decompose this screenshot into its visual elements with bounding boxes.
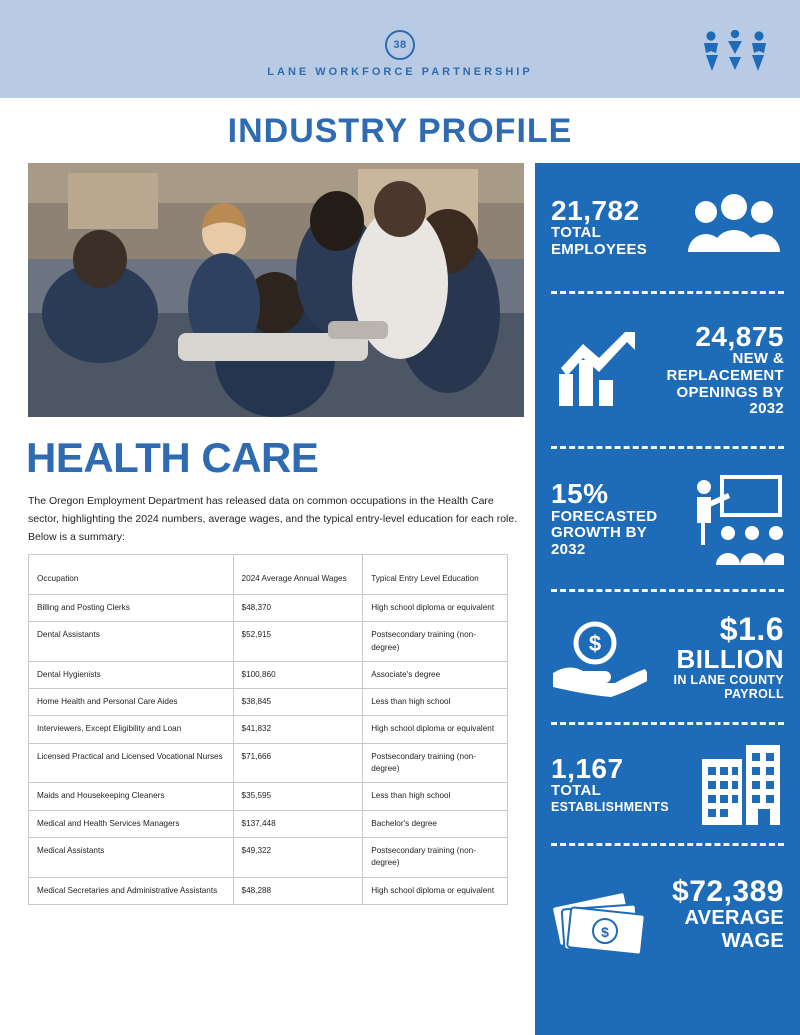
cell-occupation: Licensed Practical and Licensed Vocational Nurses (29, 743, 234, 783)
stat-payroll (535, 592, 800, 722)
stat-value: 15% (551, 478, 609, 510)
cell-wage: $35,595 (233, 783, 363, 810)
table-row (29, 716, 508, 743)
table-row (29, 661, 508, 688)
cell-wage: $41,832 (233, 716, 363, 743)
sector-intro-text: The Oregon Employment Department has released data on common occupations in the Health Care sector, highlighting the 2024 numbers, average wages, and the typical entry-level education for each role. Below is a summary: (28, 495, 518, 544)
cell-education: High school diploma or equivalent (363, 595, 508, 622)
cell-wage: $71,666 (233, 743, 363, 783)
sector-photo (28, 163, 524, 417)
cell-occupation: Dental Assistants (29, 622, 234, 662)
page-title: INDUSTRY PROFILE (227, 112, 573, 150)
stat-label-line1: NEW & (732, 350, 784, 368)
table-row (29, 622, 508, 662)
table-row (29, 783, 508, 810)
cell-education: High school diploma or equivalent (363, 877, 508, 904)
stack-of-cash-icon (551, 871, 657, 957)
stat-label-line1: TOTAL (551, 223, 602, 241)
table-row (29, 837, 508, 877)
stat-label-line2: GROWTH BY (551, 524, 648, 542)
stat-forecasted-growth (535, 449, 800, 589)
cell-wage: $100,860 (233, 661, 363, 688)
statistics-sidebar (535, 163, 800, 1035)
table-row (29, 689, 508, 716)
cell-occupation: Maids and Housekeeping Cleaners (29, 783, 234, 810)
stat-label-line1: BILLION (676, 644, 784, 675)
classroom-instructor-icon (684, 473, 784, 565)
sector-title: HEALTH CARE (26, 434, 319, 481)
column-header-education: Typical Entry Level Education (363, 555, 508, 595)
stat-average-wage (535, 846, 800, 982)
stat-label-line4: 2032 (749, 400, 784, 418)
svg-text:$: $ (588, 631, 602, 656)
cell-education: Bachelor's degree (363, 810, 508, 837)
table-row (29, 877, 508, 904)
cell-occupation: Home Health and Personal Care Aides (29, 689, 234, 716)
stat-label-line2: WAGE (721, 929, 784, 952)
stat-new-replacement-openings (535, 294, 800, 446)
lane-workforce-partnership-logo-icon (702, 30, 768, 72)
cell-wage: $48,288 (233, 877, 363, 904)
cell-occupation: Interviewers, Except Eligibility and Loan (29, 716, 234, 743)
cell-education: Associate's degree (363, 661, 508, 688)
stat-value: 1,167 (551, 752, 624, 784)
organization-name: LANE WORKFORCE PARTNERSHIP (267, 66, 533, 78)
stat-value: $72,389 (672, 874, 784, 908)
cell-education: Postsecondary training (non-degree) (363, 743, 508, 783)
table-row (29, 595, 508, 622)
table-header-row (29, 555, 508, 595)
cell-occupation: Medical Secretaries and Administrative Assistants (29, 877, 234, 904)
occupations-table (28, 554, 508, 905)
column-header-occupation: Occupation (29, 555, 234, 595)
cell-education: Postsecondary training (non-degree) (363, 622, 508, 662)
column-header-wages: 2024 Average Annual Wages (233, 555, 363, 595)
cell-occupation: Medical and Health Services Managers (29, 810, 234, 837)
stat-label-line3: 2032 (551, 541, 586, 559)
svg-text:$: $ (601, 924, 609, 940)
cell-wage: $48,370 (233, 595, 363, 622)
stat-label-line2: EMPLOYEES (551, 240, 648, 258)
stat-label-line3: PAYROLL (724, 687, 784, 702)
stat-value: 24,875 (695, 320, 784, 352)
cell-education: Less than high school (363, 689, 508, 716)
cell-wage: $49,322 (233, 837, 363, 877)
table-row (29, 810, 508, 837)
stat-label-line1: AVERAGE (684, 907, 784, 930)
cell-wage: $137,448 (233, 810, 363, 837)
page-header-band (0, 0, 800, 98)
cell-occupation: Billing and Posting Clerks (29, 595, 234, 622)
stat-label-line2: IN LANE COUNTY (673, 673, 784, 688)
cell-education: High school diploma or equivalent (363, 716, 508, 743)
stat-label-line1: FORECASTED (551, 507, 658, 525)
cell-education: Postsecondary training (non-degree) (363, 837, 508, 877)
stat-total-establishments (535, 725, 800, 843)
stat-label-line2: REPLACEMENT (666, 366, 784, 384)
growth-arrow-chart-icon (551, 324, 643, 416)
stat-value: $1.6 (719, 610, 784, 647)
stat-label-line1: TOTAL (551, 782, 602, 800)
cell-occupation: Medical Assistants (29, 837, 234, 877)
stat-label-line2: ESTABLISHMENTS (551, 800, 669, 815)
stat-label-line3: OPENINGS BY (676, 383, 784, 401)
cell-education: Less than high school (363, 783, 508, 810)
table-row (29, 743, 508, 783)
office-buildings-icon (698, 743, 784, 825)
cell-wage: $38,845 (233, 689, 363, 716)
stat-value: 21,782 (551, 194, 640, 226)
cell-occupation: Dental Hygienists (29, 661, 234, 688)
page-number-badge: 38 (385, 30, 415, 60)
group-of-people-icon (684, 192, 784, 262)
hand-holding-money-icon (551, 617, 647, 697)
cell-wage: $52,915 (233, 622, 363, 662)
stat-total-employees (535, 163, 800, 291)
